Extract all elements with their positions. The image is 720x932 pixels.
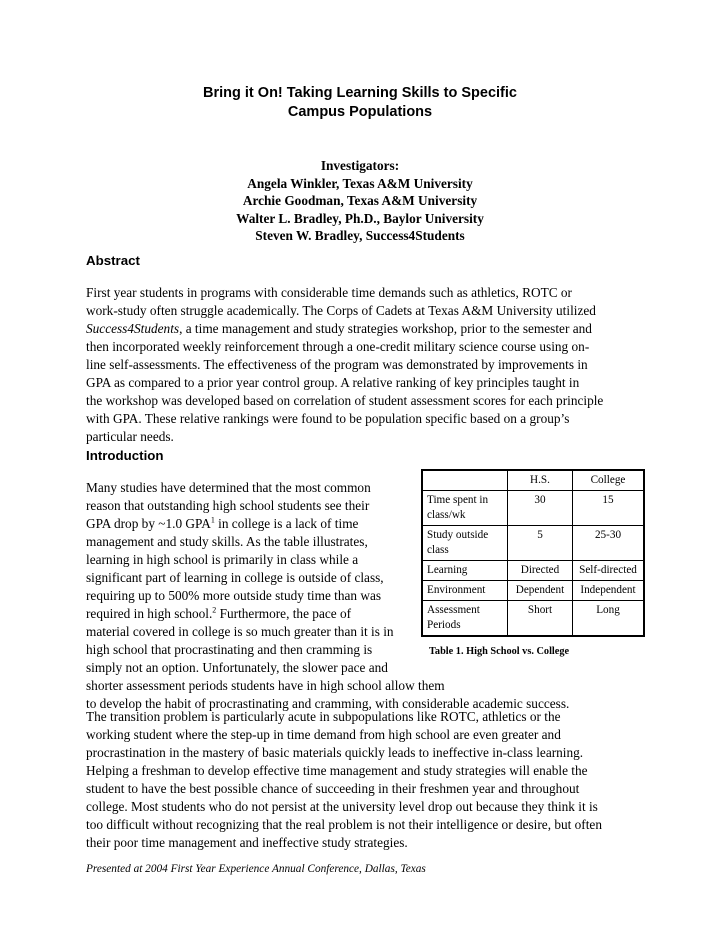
abstract-heading: Abstract — [86, 253, 140, 268]
text-line: the workshop was developed based on correlation of student assessment scores for each principle — [86, 393, 604, 408]
table-cell: Learning — [422, 561, 508, 581]
table-row — [422, 601, 644, 637]
text-fragment: GPA drop by ~1.0 GPA — [86, 516, 211, 531]
table-cell: 30 — [508, 491, 573, 526]
text-line: The transition problem is particularly acute in subpopulations like ROTC, athletics or the — [86, 709, 561, 724]
hs-vs-college-table — [421, 469, 645, 637]
title-line-2: Campus Populations — [287, 104, 433, 120]
reference-1: 1 — [210, 515, 215, 525]
table-cell: Study outside class — [422, 526, 508, 561]
table-cell: Self-directed — [573, 561, 645, 581]
table-row — [422, 581, 644, 601]
investigators-block — [0, 157, 720, 245]
table-caption: Table 1. High School vs. College — [429, 646, 570, 657]
text-line: with GPA. These relative rankings were found to be population specific based on a group’s — [86, 411, 570, 426]
text-fragment: required in high school. — [86, 606, 213, 621]
investigator-name: Steven W. Bradley, Success4Students — [255, 228, 465, 243]
text-line: student to have the best possible chance of succeeding in their freshmen year and throughout — [86, 781, 580, 796]
text-line: simply not an option. Unfortunately, the slower pace and — [86, 660, 388, 675]
text-line: GPA as compared to a prior year control group. A relative ranking of key principles taught in — [86, 375, 580, 390]
table-row — [422, 526, 644, 561]
italic-term: Success4Students — [86, 321, 180, 336]
text-line: learning in high school is primarily in class while a — [86, 552, 359, 567]
introduction-paragraph-2 — [86, 708, 602, 852]
investigator-name: Archie Goodman, Texas A&M University — [242, 193, 478, 208]
table-header-cell: College — [573, 470, 645, 491]
text-line: requiring up to 500% more outside study time than was — [86, 588, 382, 603]
table-cell: Long — [573, 601, 645, 637]
table-cell: 25-30 — [573, 526, 645, 561]
text-fragment: in college is a lack of time — [214, 516, 359, 531]
text-line: material covered in college is so much greater than it is in — [86, 624, 394, 639]
table-cell: Assessment Periods — [422, 601, 508, 637]
introduction-heading: Introduction — [86, 448, 164, 463]
text-line: then incorporated weekly reinforcement through a one-credit military science course using on- — [86, 339, 590, 354]
text-line: their poor time management and ineffective study strategies. — [86, 835, 408, 850]
investigator-name: Angela Winkler, Texas A&M University — [247, 175, 473, 191]
text-fragment: , a time management and study strategies workshop, prior to the semester and — [179, 321, 592, 336]
table-cell: Environment — [422, 581, 508, 601]
table-row — [422, 561, 644, 581]
text-line: particular needs. — [86, 429, 174, 444]
table-row — [422, 491, 644, 526]
table-header-row — [422, 470, 644, 491]
text-line: management and study skills. As the table illustrates, — [86, 534, 368, 549]
text-line: First year students in programs with considerable time demands such as athletics, ROTC or — [86, 285, 572, 300]
text-line: reason that outstanding high school students see their — [86, 498, 370, 513]
text-line: to develop the habit of procrastinating and cramming, with considerable academic success. — [86, 696, 570, 711]
text-line: too difficult without recognizing that the real problem is not their intelligence or desire, but often — [86, 817, 602, 832]
table-cell: Independent — [573, 581, 645, 601]
text-line: work-study often struggle academically. The Corps of Cadets at Texas A&M University utilized — [86, 303, 596, 318]
text-line: Many studies have determined that the most common — [86, 480, 371, 495]
text-line: college. Most students who do not persist at the university level drop out because they think it is — [86, 799, 598, 814]
table-header-cell — [422, 470, 508, 491]
footer-note: Presented at 2004 First Year Experience Annual Conference, Dallas, Texas — [86, 863, 426, 875]
investigator-name: Walter L. Bradley, Ph.D., Baylor University — [236, 210, 484, 226]
text-line — [86, 320, 603, 338]
reference-2: 2 — [212, 605, 217, 615]
text-line: working student where the step-up in time demand from high school are even greater and — [86, 727, 561, 742]
table-cell: Dependent — [508, 581, 573, 601]
investigators-label: Investigators: — [320, 158, 400, 173]
text-line: significant part of learning in college is outside of class, — [86, 570, 384, 585]
text-line: Helping a freshman to develop effective time management and study strategies will enable the — [86, 763, 588, 778]
text-line: high school that procrastinating and then cramming is — [86, 642, 373, 657]
title-line-1: Bring it On! Taking Learning Skills to Specific — [203, 85, 517, 101]
text-line: procrastination in the mastery of basic materials quickly leads to ineffective in-class learning. — [86, 745, 584, 760]
paper-title — [0, 84, 720, 122]
table-cell: 15 — [573, 491, 645, 526]
abstract-paragraph — [86, 284, 603, 446]
table-cell: 5 — [508, 526, 573, 561]
table-header-cell: H.S. — [508, 470, 573, 491]
text-line: line self-assessments. The effectiveness of the program was demonstrated by improvements in — [86, 357, 588, 372]
text-line: shorter assessment periods students have in high school allow them — [86, 678, 445, 693]
text-fragment: Furthermore, the pace of — [216, 606, 352, 621]
table-cell: Time spent in class/wk — [422, 491, 508, 526]
table-cell: Short — [508, 601, 573, 637]
table-cell: Directed — [508, 561, 573, 581]
